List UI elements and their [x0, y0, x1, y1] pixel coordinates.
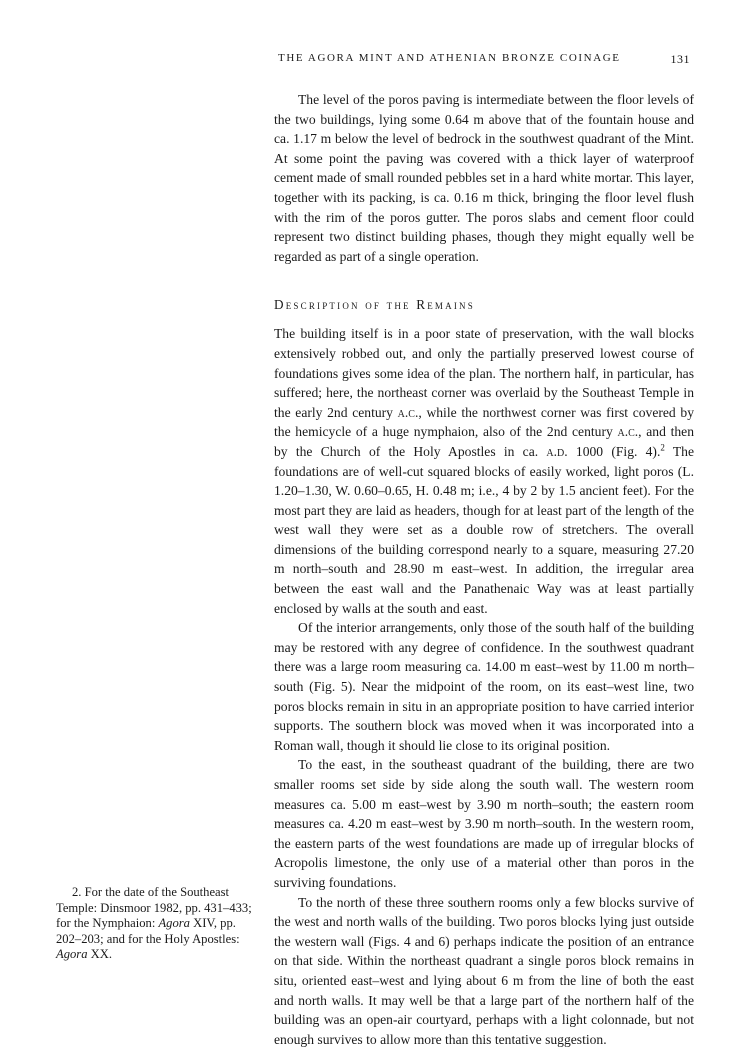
paragraph-northern-half: To the north of these three southern rooms only a few blocks survive of the west and north walls of the building. Two poros blocks lying just outside the western wall (Figs. 4 and 6) perhaps indicate the position of an entrance on that side. Within the northeast quadrant a single poros block remains in situ, oriented east–west and lying about 6 m from the line of both the east and north walls. It may well be that a large part of the northern half of the building was an open-air courtyard, perhaps with a light colonnade, but not enough survives to allow more than this tentative suggestion.: [274, 894, 694, 1047]
footnote-text: XX.: [87, 947, 112, 962]
paragraph-building-remains: [274, 324, 694, 618]
footnote-text: For the date of the Southeast Temple: Dinsmoor 1982, pp. 431–433; for the Nymphaion:: [56, 885, 252, 931]
running-head: [278, 52, 698, 68]
footnote-reference-agora: Agora: [158, 916, 190, 931]
text-run: The building itself is in a poor state of preservation, with the wall blocks extensively robbed out, and only the partially preserved lowest course of foundations gives some idea of the plan. The northern half, in particular, has suffered; here, the northeast corner was overlaid by the Southeast Temple in the early 2nd century: [274, 326, 694, 420]
intro-paragraph: The level of the poros paving is intermediate between the floor levels of the two buildings, lying some 0.64 m above that of the fountain house and ca. 1.17 m below the level of bedrock in the southwest quadrant of the Mint. At some point the paving was covered with a thick layer of waterproof cement made of small rounded pebbles set in a hard white mortar. This layer, together with its packing, is ca. 0.16 m thick, bringing the floor level flush with the rim of the poros gutter. The poros slabs and cement floor could represent two distinct building phases, though they might equally well be regarded as part of a single operation.: [274, 92, 694, 264]
running-title: THE AGORA MINT AND ATHENIAN BRONZE COINAGE: [278, 52, 621, 64]
era-abbreviation: a.c.: [397, 404, 419, 420]
text-run: , while the northwest corner was first covered by the hemicycle of a huge nymphaion, also of the 2nd century: [274, 404, 694, 440]
era-abbreviation: a.c.: [617, 424, 639, 440]
footnote: [56, 885, 261, 963]
main-text-column: [274, 90, 694, 1049]
page-number: 131: [670, 52, 690, 66]
footnote-text: XIV, pp. 202–203; and for the Holy Apostles:: [56, 916, 240, 946]
paragraph-southeast-rooms: To the east, in the southeast quadrant of the building, there are two smaller rooms set side by side along the south wall. The western room measures ca. 5.00 m east–west by 3.90 m north–south; the eastern room measures ca. 4.20 m east–west by 3.90 m north–south. In the western room, the eastern parts of the west foundations are made up of irregular blocks of Acropolis limestone, the only use of a material other than poros in the surviving foundations.: [274, 757, 694, 890]
text-run: The foundations are of well-cut squared blocks of easily worked, light poros (L. 1.20–1.30, W. 0.60–0.65, H. 0.48 m; i.e., 4 by 2 by 1.5 ancient feet). For the most part they are laid as headers, though for at least part of the length of the west wall they were set as a double row of stretchers. The overall dimensions of the building correspond nearly to a square, measuring 27.20 m north–south and 28.90 m east–west. In addition, the irregular area between the east wall and the Panathenaic Way was at least partially enclosed by walls at the south and east.: [274, 443, 694, 616]
footnote-marker: 2: [660, 442, 665, 453]
section-heading: Description of the Remains: [274, 297, 475, 313]
text-run: 1000 (Fig. 4).: [567, 443, 661, 459]
footnote-number: 2.: [72, 885, 82, 899]
text-run: , and then by the Church of the Holy Apostles in ca.: [274, 424, 694, 459]
paragraph-interior-arrangements: Of the interior arrangements, only those of the south half of the building may be restored with any degree of confidence. In the southwest quadrant there was a large room measuring ca. 14.00 m east–west by 11.00 m north–south (Fig. 5). Near the midpoint of the room, on its east–west line, two poros blocks remain in situ in an appropriate position to have carried interior supports. The southern block was moved when it was incorporated into a Roman wall, though it should lie close to its original position.: [274, 620, 694, 753]
era-abbreviation: a.d.: [546, 443, 568, 459]
footnote-reference-agora: Agora: [56, 947, 88, 962]
